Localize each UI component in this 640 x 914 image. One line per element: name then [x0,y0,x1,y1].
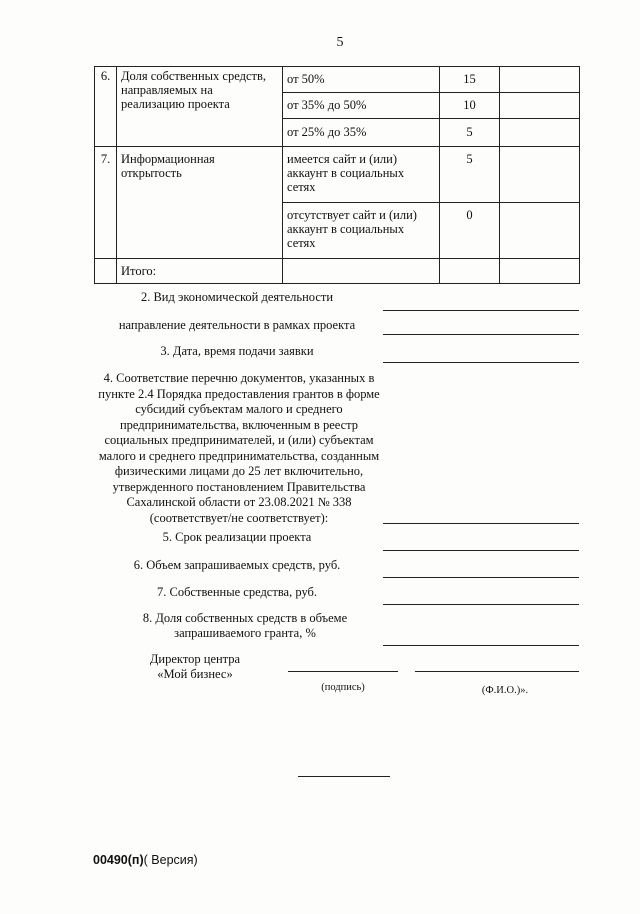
field-requested-label: 6. Объем запрашиваемых средств, руб. [133,558,341,572]
field-term-label: 5. Срок реализации проекта [162,530,312,544]
field-date-line[interactable] [383,362,579,363]
criterion-cell: Информационная открытость [117,147,283,259]
field-own-funds-label: 7. Собственные средства, руб. [156,585,318,599]
table-row [95,67,580,93]
separator-line [298,776,390,777]
points-cell: 15 [440,67,500,93]
points-cell: 0 [440,203,500,259]
table-row [95,147,580,203]
field-documents-label: 4. Соответствие перечню документов, указанных в пункте 2.4 Порядка предоставления грантов в форме субсидий субъектам малого и среднего предпринимательства, включенным в реестр социальных предпринимателей, и (или) субъектам малого и среднего предпринимательства, созданным физическими лицами до 25 лет включительно, утвержденного постановлением Правительства Сахалинской области от 23.08.2021 № 338 (соответствует/не соответствует): [98,371,380,525]
document-code [93,853,198,868]
full-name-caption: (Ф.И.О.)». [481,685,529,696]
field-activity-line[interactable] [383,310,579,311]
total-points-cell [440,259,500,284]
condition-cell: отсутствует сайт и (или) аккаунт в социальных сетях [283,203,440,259]
score-cell[interactable] [500,147,580,203]
criteria-table [94,66,580,284]
points-cell: 5 [440,119,500,147]
score-cell[interactable] [500,93,580,119]
full-name-line[interactable] [415,671,579,672]
total-condition-cell [283,259,440,284]
field-direction-label: направление деятельности в рамках проекта [118,318,356,332]
signature-caption: (подпись) [321,682,365,693]
condition-cell: от 25% до 35% [283,119,440,147]
field-direction-line[interactable] [383,334,579,335]
points-cell: 10 [440,93,500,119]
condition-cell: от 50% [283,67,440,93]
total-score-cell[interactable] [500,259,580,284]
condition-cell: от 35% до 50% [283,93,440,119]
points-cell: 5 [440,147,500,203]
field-term-line[interactable] [383,550,579,551]
condition-cell: имеется сайт и (или) аккаунт в социальных сетях [283,147,440,203]
signer-position [130,652,260,682]
field-own-funds-line[interactable] [383,604,579,605]
document-version: ( Версия) [143,853,198,867]
field-share-label: 8. Доля собственных средств в объеме запрашиваемого гранта, % [142,611,348,640]
signer-position-line2: «Мой бизнес» [157,667,233,681]
row-number [95,259,117,284]
field-share-line[interactable] [383,645,579,646]
field-requested-line[interactable] [383,577,579,578]
row-number: 6. [95,67,117,147]
total-row [95,259,580,284]
field-activity-label: 2. Вид экономической деятельности [140,290,334,304]
page-number: 5 [336,35,344,50]
signature-line[interactable] [288,671,398,672]
score-cell[interactable] [500,119,580,147]
row-number: 7. [95,147,117,259]
signer-position-line1: Директор центра [149,652,241,666]
criterion-cell: Доля собственных средств, направляемых на реализацию проекта [117,67,283,147]
score-cell[interactable] [500,67,580,93]
document-code-number: 00490(п) [93,853,144,867]
total-label: Итого: [117,259,283,284]
field-documents-line[interactable] [383,523,579,524]
field-date-label: 3. Дата, время подачи заявки [160,344,314,358]
score-cell[interactable] [500,203,580,259]
